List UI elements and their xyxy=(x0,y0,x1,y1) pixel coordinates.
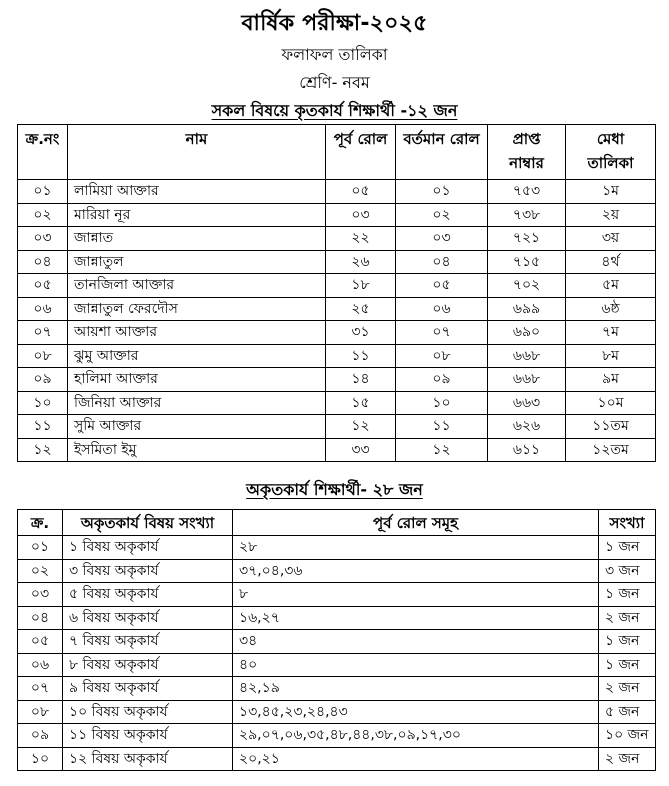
cell-name: লামিয়া আক্তার xyxy=(68,180,326,204)
cell-failed-subjects: ৩ বিষয় অকৃকার্য xyxy=(63,559,233,583)
table-row xyxy=(18,274,656,298)
col-header-sl: ক্র. xyxy=(18,510,63,536)
cell-prev-roll: ২৫ xyxy=(326,297,396,321)
table-row xyxy=(18,630,656,654)
cell-count: ১০ জন xyxy=(599,724,656,748)
cell-prev-rolls: ৪২,১৯ xyxy=(233,677,599,701)
table-row xyxy=(18,250,656,274)
cell-merit: ২য় xyxy=(566,203,656,227)
table-row xyxy=(18,368,656,392)
cell-marks: ৬১১ xyxy=(488,438,566,462)
col-header-sl: ক্র.নং xyxy=(18,125,68,180)
cell-merit: ১০ম xyxy=(566,391,656,415)
col-header-count: সংখ্যা xyxy=(599,510,656,536)
cell-prev-rolls: ২৮ xyxy=(233,536,599,560)
cell-marks: ৭৫৩ xyxy=(488,180,566,204)
cell-name: জান্নাত xyxy=(68,227,326,251)
cell-sl: ১০ xyxy=(18,747,63,771)
passed-heading xyxy=(0,98,669,125)
cell-sl: ০৫ xyxy=(18,274,68,298)
cell-merit: ৭ম xyxy=(566,321,656,345)
cell-sl: ০৬ xyxy=(18,297,68,321)
cell-name: জিনিয়া আক্তার xyxy=(68,391,326,415)
cell-failed-subjects: ১১ বিষয় অকৃকার্য xyxy=(63,724,233,748)
cell-sl: ০৯ xyxy=(18,368,68,392)
cell-sl: ০৭ xyxy=(18,677,63,701)
cell-sl: ০৬ xyxy=(18,653,63,677)
page-title: বার্ষিক পরীক্ষা-২০২৫ xyxy=(241,11,428,36)
cell-curr-roll: ১২ xyxy=(396,438,488,462)
table-row xyxy=(18,724,656,748)
cell-prev-rolls: ১৬,২৭ xyxy=(233,606,599,630)
table-row xyxy=(18,415,656,439)
cell-prev-roll: ১৫ xyxy=(326,391,396,415)
cell-prev-roll: ১১ xyxy=(326,344,396,368)
table-row xyxy=(18,559,656,583)
cell-count: ২ জন xyxy=(599,747,656,771)
cell-failed-subjects: ১০ বিষয় অকৃকার্য xyxy=(63,700,233,724)
table-row xyxy=(18,180,656,204)
cell-failed-subjects: ৮ বিষয় অকৃকার্য xyxy=(63,653,233,677)
cell-prev-roll: ১৪ xyxy=(326,368,396,392)
passed-students-table xyxy=(17,124,656,462)
table-header-row xyxy=(18,510,656,536)
col-header-merit: মেধা তালিকা xyxy=(566,125,656,180)
cell-failed-subjects: ৯ বিষয় অকৃকার্য xyxy=(63,677,233,701)
cell-marks: ৬৬৮ xyxy=(488,368,566,392)
col-header-curr-roll: বর্তমান রোল xyxy=(396,125,488,180)
cell-curr-roll: ০৩ xyxy=(396,227,488,251)
col-header-prev-roll: পূর্ব রোল xyxy=(326,125,396,180)
table-row xyxy=(18,536,656,560)
cell-failed-subjects: ৭ বিষয় অকৃকার্য xyxy=(63,630,233,654)
passed-heading-text: সকল বিষয়ে কৃতকার্য শিক্ষার্থী -১২ জন xyxy=(211,101,458,120)
cell-curr-roll: ০২ xyxy=(396,203,488,227)
cell-marks: ৬৬৩ xyxy=(488,391,566,415)
cell-sl: ০৩ xyxy=(18,583,63,607)
table-row xyxy=(18,677,656,701)
cell-prev-rolls: ২০,২১ xyxy=(233,747,599,771)
col-header-failed-subjects: অকৃতকার্য বিষয় সংখ্যা xyxy=(63,510,233,536)
table-row xyxy=(18,321,656,345)
cell-marks: ৬৯০ xyxy=(488,321,566,345)
table-row xyxy=(18,227,656,251)
cell-sl: ০২ xyxy=(18,559,63,583)
cell-name: সুমি আক্তার xyxy=(68,415,326,439)
cell-curr-roll: ০৭ xyxy=(396,321,488,345)
cell-curr-roll: ১০ xyxy=(396,391,488,415)
cell-merit: ১ম xyxy=(566,180,656,204)
failed-heading-text: অকৃতকার্য শিক্ষার্থী- ২৮ জন xyxy=(246,480,423,499)
cell-name: হালিমা আক্তার xyxy=(68,368,326,392)
cell-curr-roll: ০৪ xyxy=(396,250,488,274)
table-row xyxy=(18,391,656,415)
cell-merit: ৬ষ্ঠ xyxy=(566,297,656,321)
cell-sl: ০১ xyxy=(18,180,68,204)
cell-curr-roll: ০৯ xyxy=(396,368,488,392)
cell-curr-roll: ০৬ xyxy=(396,297,488,321)
col-header-marks: প্রাপ্ত নাম্বার xyxy=(488,125,566,180)
cell-prev-rolls: ২৯,০৭,০৬,৩৫,৪৮,৪৪,৩৮,০৯,১৭,৩০ xyxy=(233,724,599,748)
cell-prev-roll: ০৫ xyxy=(326,180,396,204)
table-row xyxy=(18,747,656,771)
table-row xyxy=(18,297,656,321)
cell-failed-subjects: ৫ বিষয় অকৃকার্য xyxy=(63,583,233,607)
cell-prev-roll: ৩১ xyxy=(326,321,396,345)
failed-heading xyxy=(0,477,669,504)
cell-merit: ৯ম xyxy=(566,368,656,392)
cell-sl: ০৫ xyxy=(18,630,63,654)
cell-sl: ০১ xyxy=(18,536,63,560)
cell-marks: ৬২৬ xyxy=(488,415,566,439)
cell-failed-subjects: ১ বিষয় অকৃকার্য xyxy=(63,536,233,560)
table-row xyxy=(18,606,656,630)
table-row xyxy=(18,583,656,607)
cell-count: ১ জন xyxy=(599,630,656,654)
cell-sl: ১১ xyxy=(18,415,68,439)
cell-marks: ৭১৫ xyxy=(488,250,566,274)
cell-marks: ৭২১ xyxy=(488,227,566,251)
cell-sl: ০৮ xyxy=(18,344,68,368)
cell-curr-roll: ০৫ xyxy=(396,274,488,298)
cell-count: ২ জন xyxy=(599,677,656,701)
cell-prev-rolls: ১৩,৪৫,২৩,২৪,৪৩ xyxy=(233,700,599,724)
cell-prev-rolls: ৮ xyxy=(233,583,599,607)
cell-marks: ৬৯৯ xyxy=(488,297,566,321)
cell-sl: ০৪ xyxy=(18,606,63,630)
cell-merit: ১২তম xyxy=(566,438,656,462)
failed-students-table xyxy=(17,509,656,771)
table-row xyxy=(18,700,656,724)
cell-name: ঝুমু আক্তার xyxy=(68,344,326,368)
cell-prev-roll: ৩৩ xyxy=(326,438,396,462)
page-subtitle: ফলাফল তালিকা xyxy=(281,45,388,64)
cell-name: মারিয়া নূর xyxy=(68,203,326,227)
cell-curr-roll: ০১ xyxy=(396,180,488,204)
cell-name: আয়শা আক্তার xyxy=(68,321,326,345)
cell-merit: ৪র্থ xyxy=(566,250,656,274)
cell-merit: ৩য় xyxy=(566,227,656,251)
cell-curr-roll: ১১ xyxy=(396,415,488,439)
cell-prev-rolls: ৪০ xyxy=(233,653,599,677)
table-row xyxy=(18,344,656,368)
cell-curr-roll: ০৮ xyxy=(396,344,488,368)
table-row xyxy=(18,653,656,677)
cell-merit: ১১তম xyxy=(566,415,656,439)
cell-marks: ৭০২ xyxy=(488,274,566,298)
cell-merit: ৮ম xyxy=(566,344,656,368)
cell-name: ইসমিতা ইমু xyxy=(68,438,326,462)
cell-sl: ১২ xyxy=(18,438,68,462)
cell-name: জান্নাতুল xyxy=(68,250,326,274)
cell-prev-roll: ১২ xyxy=(326,415,396,439)
cell-sl: ০৯ xyxy=(18,724,63,748)
cell-count: ৩ জন xyxy=(599,559,656,583)
cell-sl: ০৭ xyxy=(18,321,68,345)
cell-name: তানজিলা আক্তার xyxy=(68,274,326,298)
cell-sl: ০৩ xyxy=(18,227,68,251)
class-label: শ্রেণি- নবম xyxy=(299,73,370,92)
cell-prev-rolls: ৩৪ xyxy=(233,630,599,654)
cell-count: ১ জন xyxy=(599,536,656,560)
table-row xyxy=(18,438,656,462)
cell-name: জান্নাতুল ফেরদৌস xyxy=(68,297,326,321)
cell-count: ১ জন xyxy=(599,653,656,677)
col-header-name: নাম xyxy=(68,125,326,180)
cell-merit: ৫ম xyxy=(566,274,656,298)
cell-sl: ০৪ xyxy=(18,250,68,274)
cell-count: ৫ জন xyxy=(599,700,656,724)
cell-prev-roll: ১৮ xyxy=(326,274,396,298)
cell-prev-roll: ২৬ xyxy=(326,250,396,274)
cell-sl: ১০ xyxy=(18,391,68,415)
cell-failed-subjects: ৬ বিষয় অকৃকার্য xyxy=(63,606,233,630)
cell-marks: ৭৩৮ xyxy=(488,203,566,227)
table-row xyxy=(18,203,656,227)
col-header-prev-rolls: পূর্ব রোল সমূহ xyxy=(233,510,599,536)
cell-prev-rolls: ৩৭,০৪,৩৬ xyxy=(233,559,599,583)
cell-prev-roll: ২২ xyxy=(326,227,396,251)
cell-count: ২ জন xyxy=(599,606,656,630)
cell-sl: ০২ xyxy=(18,203,68,227)
cell-sl: ০৮ xyxy=(18,700,63,724)
cell-failed-subjects: ১২ বিষয় অকৃকার্য xyxy=(63,747,233,771)
cell-marks: ৬৬৮ xyxy=(488,344,566,368)
table-header-row xyxy=(18,125,656,180)
cell-prev-roll: ০৩ xyxy=(326,203,396,227)
cell-count: ১ জন xyxy=(599,583,656,607)
